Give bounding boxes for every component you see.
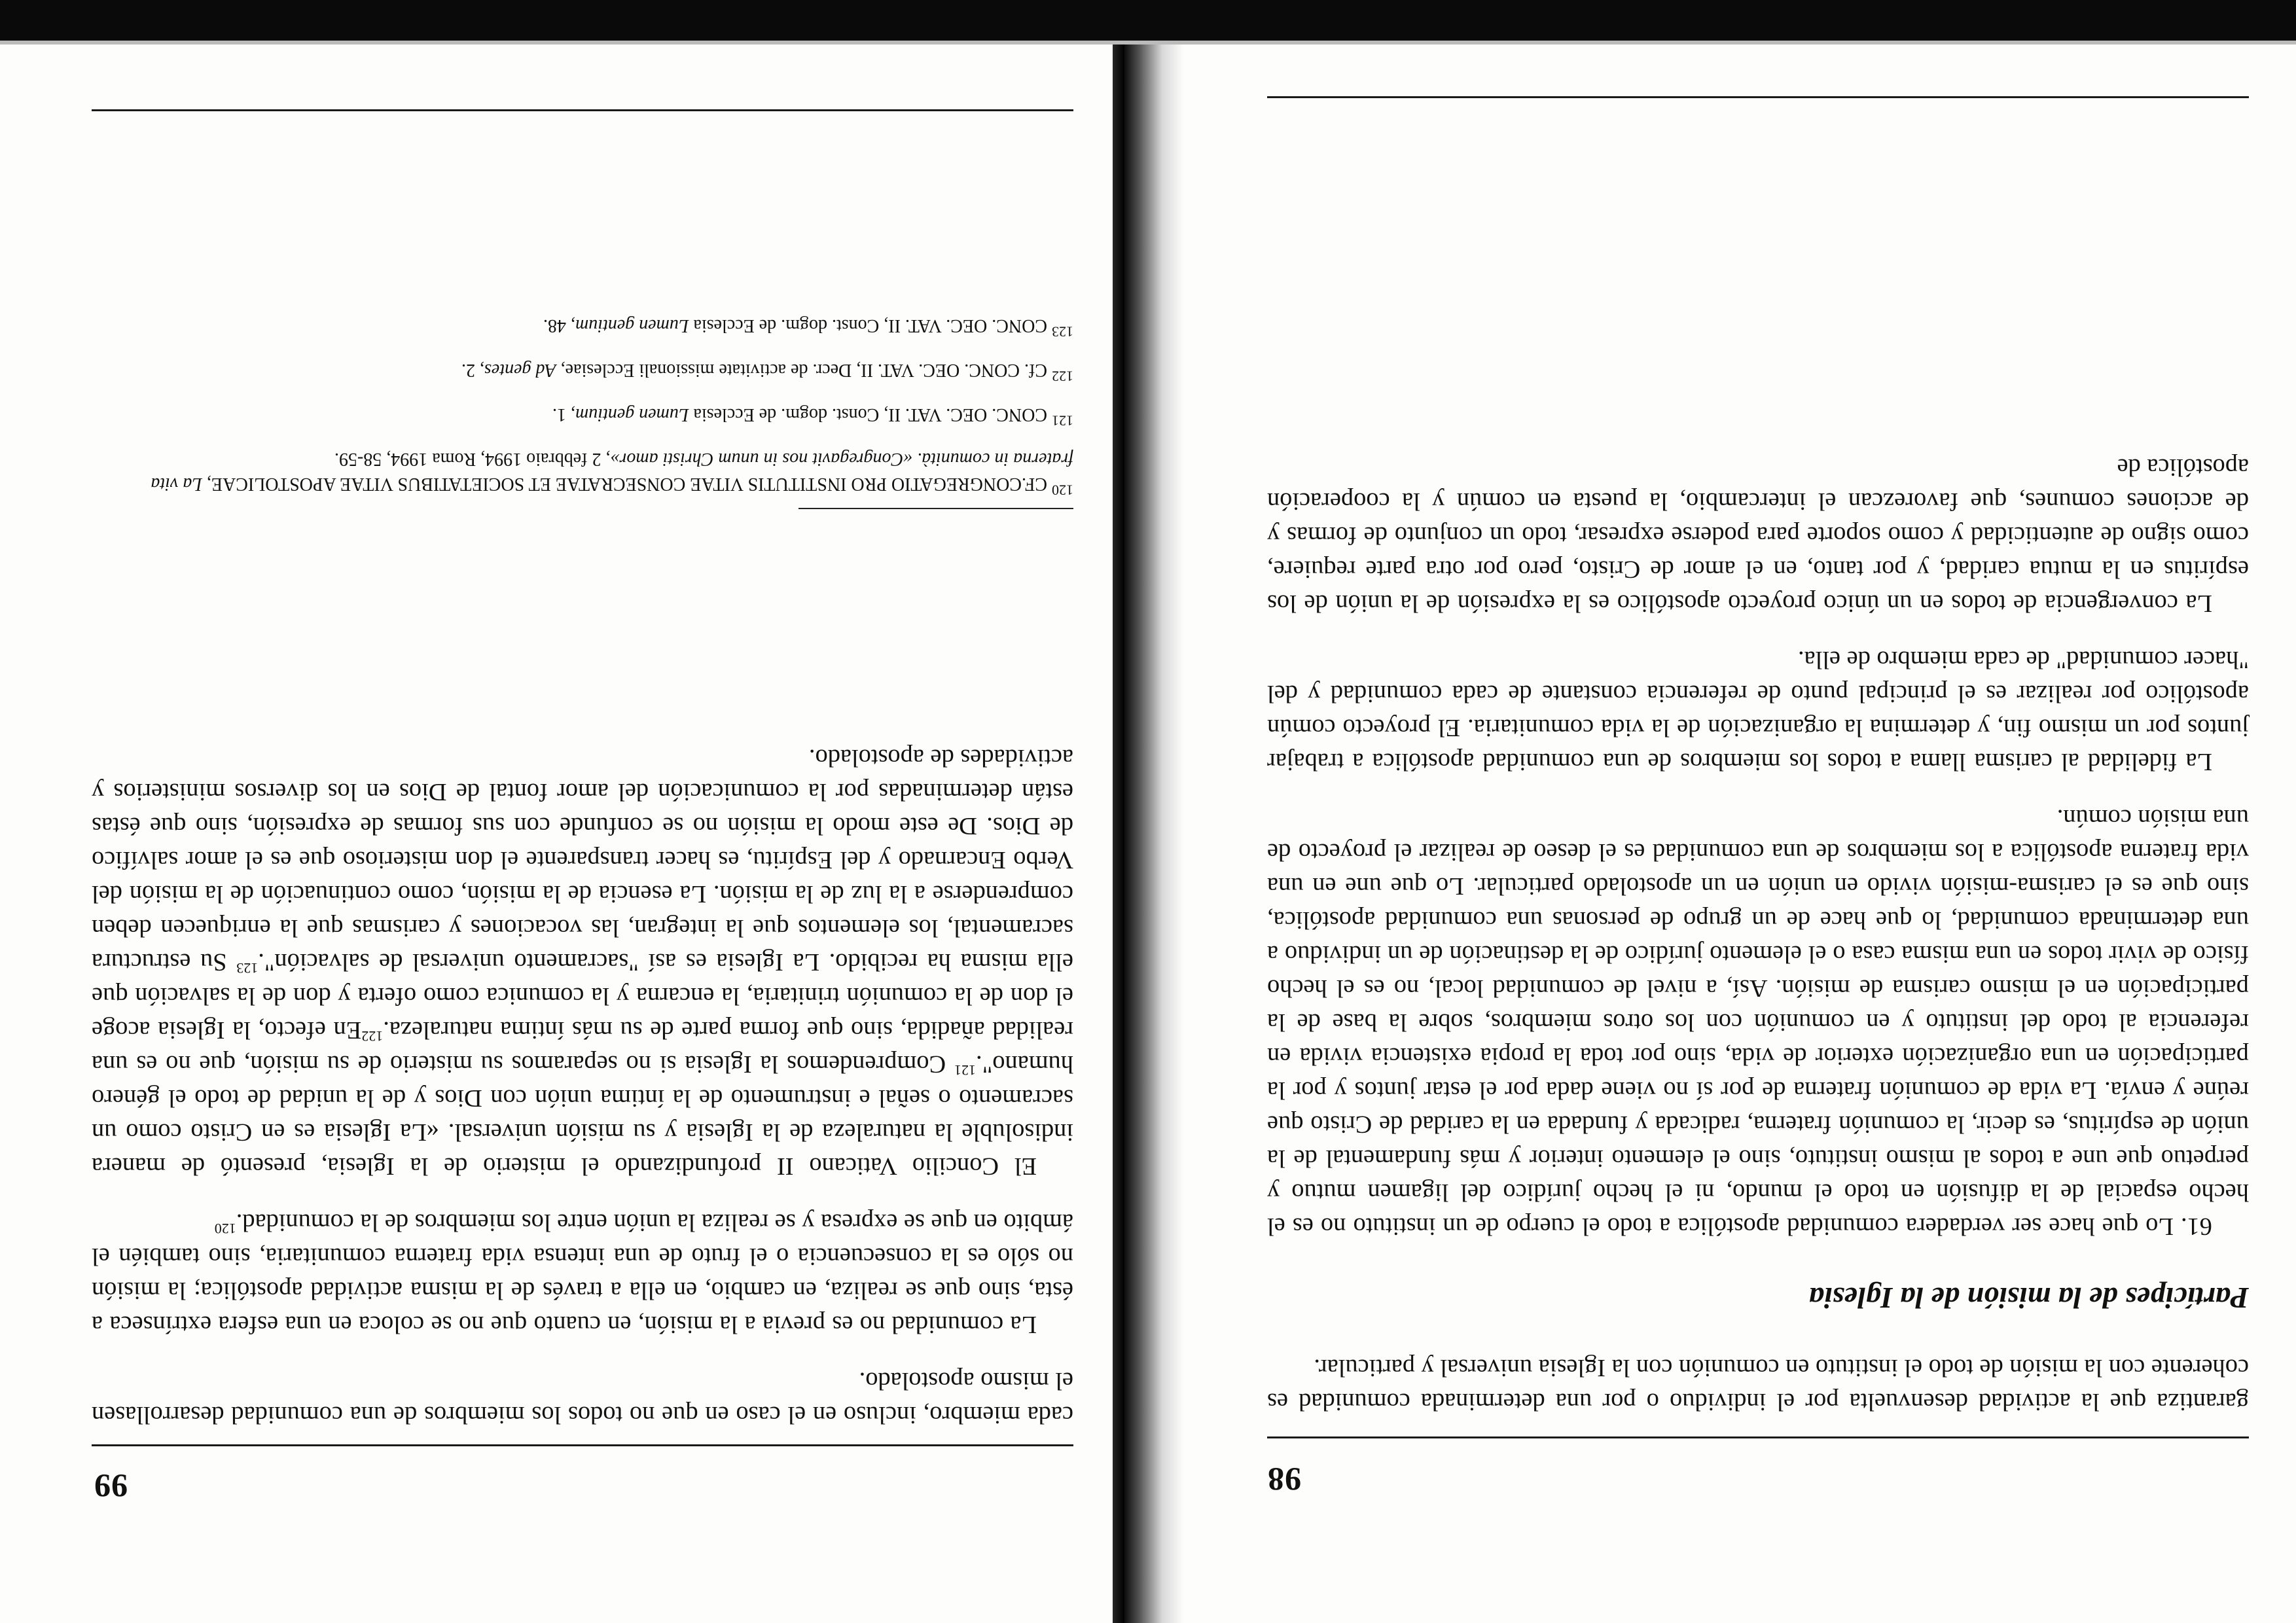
footer-rule	[1267, 96, 2249, 98]
footer-rule	[92, 109, 1073, 111]
paragraph-concilio: El Concilio Vaticano II profundizando el misterio de la Iglesia, presentó de manera indisoluble la naturaleza de la Iglesia y su misión universal. «La Iglesia es en Cristo como un sacramento o señal e instrumento de la íntima unión con Dios y de la unidad de todo el género humano".$^{121}$ Comprendemos la Iglesia si no separamos su misterio de su misión, que no es una realidad añadida, sino que forma parte de su más íntima naturaleza.$^{122}$En efecto, la Iglesia acoge el don de la comunión trinitaria, la encarna y la comunica como oferta y don de la salvación que ella misma ha recibido. La Iglesia es así "sacramento universal de salvación".$^{123}$ Su estructura sacramental, los elementos que la integran, las vocaciones y carismas que la enriquecen deben comprenderse a la luz de la misión. La esencia de la misión, como continuación de la misión del Verbo Encarnado y del Espíritu, es hacer transparente el don misterioso que es el amor salvífico de Dios. De este modo la misión no se confunde con sus formas de expresión, sino que éstas están determinadas por la comunicación del amor fontal de Dios en los diversos ministerios y actividades de apostolado.	[92, 744, 1073, 1180]
footnote-121: $^{121}$ CONC. OEC. VAT. II, Const. dogm. de Ecclesia Lumen gentium, 1.	[552, 404, 1073, 429]
paragraph-comunidad: La comunidad no es previa a la misión, en cuanto que no se coloca en una esfera extrínseca a ésta, sino que se realiza, en cambio, en ella a través de la misma actividad apostólica; la misión no sólo es la consecuencia o el fruto de una intensa vida fraterna comunitaria, sino también el ámbito en que se expresa y se realiza la unión entre los miembros de la comunidad.$^{120}$	[92, 1209, 1073, 1338]
header-rule	[92, 1444, 1073, 1446]
page-number: 98	[1267, 1461, 1301, 1498]
footnotes	[92, 293, 1073, 499]
header-rule	[1267, 1436, 2249, 1438]
footnote-ref-123[interactable]: 123	[236, 959, 259, 976]
footnote-ref-122[interactable]: 122	[361, 1027, 384, 1044]
paragraph-61: 61. Lo que hace ser verdadera comunidad apostólica a todo el cuerpo de un instituto no es el hecho espacial de la difusión en todo el mundo, ni el hecho jurídico del ligamen mutuo y perpetuo que une a todos al mismo instituto, sino el elemento interior y más fundamental de la unión de espíritus, es decir, la comunión fraterna, radicada y fundada en la caridad de Cristo que reúne y envía. La vida de comunión fraterna de por sí no viene dada por el estar juntos y por la participación en una organización exterior de vida, sino por toda la propia existencia vivida en referencia al todo del instituto y en comunión con los otros miembros, sobre la base de la participación en el mismo carisma de misión. Así, a nivel de comunidad local, no es el hecho físico de vivir todos en una misma casa o el elemento jurídico de la destinación de un individuo a una determinada comunidad, lo que hace de un grupo de personas una comunidad apostólica, sino que es el carisma-misión vivido en unión en un apostolado particular. Lo que une en una vida fraterna apostólica a los miembros de una comunidad es el deseo de realizar el proyecto de una misión común.	[1267, 804, 2249, 1240]
footnote-separator	[798, 508, 1073, 509]
body-text-top	[1267, 1351, 2249, 1419]
page-number: 99	[94, 1468, 128, 1505]
page-98	[1183, 0, 2296, 1623]
scanner-edge-shadow	[0, 0, 2296, 41]
paragraph-fidelidad: La fidelidad al carisma llama a todos los miembros de una comunidad apostólica a trabajar juntos por un mismo fin, y determina la organización de la vida comunitaria. El proyecto común apostólico por realizar es el principal punto de referencia constante de cada comunidad y del "hacer comunidad" de cada miembro de ella.	[1267, 646, 2249, 776]
body-text-main	[1267, 450, 2249, 1243]
paragraph-convergencia: La convergencia de todos en un único proyecto apostólico es la expresión de la unión de los espíritus en la mutua caridad, y por tanto, en el amor de Cristo, pero por otra parte requiere, como signo de autenticidad y como soporte para poderse expresar, todo un conjunto de formas y de acciones comunes, que favorezcan el intercambio, la puesta en común y la cooperación apostólica de	[1267, 454, 2249, 617]
footnote-123: $^{123}$ CONC. OEC. VAT. II, Const. dogm. de Ecclesia Lumen gentium, 48.	[543, 315, 1073, 340]
paragraph-continued: garantiza que la actividad desenvuelta por el individuo o por una determinada comunidad es coherente con la misión de todo el instituto en comunión con la Iglesia universal y particular.	[1267, 1354, 2249, 1416]
footnote-ref-121[interactable]: 121	[954, 1061, 977, 1079]
footnote-ref-120[interactable]: 120	[214, 1220, 236, 1237]
footnote-122: $^{122}$ Cf. CONC. OEC. VAT. II, Decr. de activitate missionali Ecclesiae, Ad gentes, 2.	[461, 360, 1073, 385]
body-text	[92, 741, 1073, 1432]
section-heading: Partícipes de la misión de la Iglesia	[1808, 1281, 2249, 1315]
footnote-120: $^{120}$ CF.CONGREGATIO PRO INSTITUTIS VITAE CONSECRATAE ET SOCIETATIBUS VITAE APOSTOLICAE, La vita fraterna in comunità. «Congregavit nos in unum Christi amor», 2 febbraio 1994, Roma 1994, 58-59.	[151, 449, 1073, 499]
page-99	[0, 0, 1113, 1623]
paragraph-continued: cada miembro, incluso en el caso en que no todos los miembros de una comunidad desarrollasen el mismo apostolado.	[92, 1367, 1073, 1429]
